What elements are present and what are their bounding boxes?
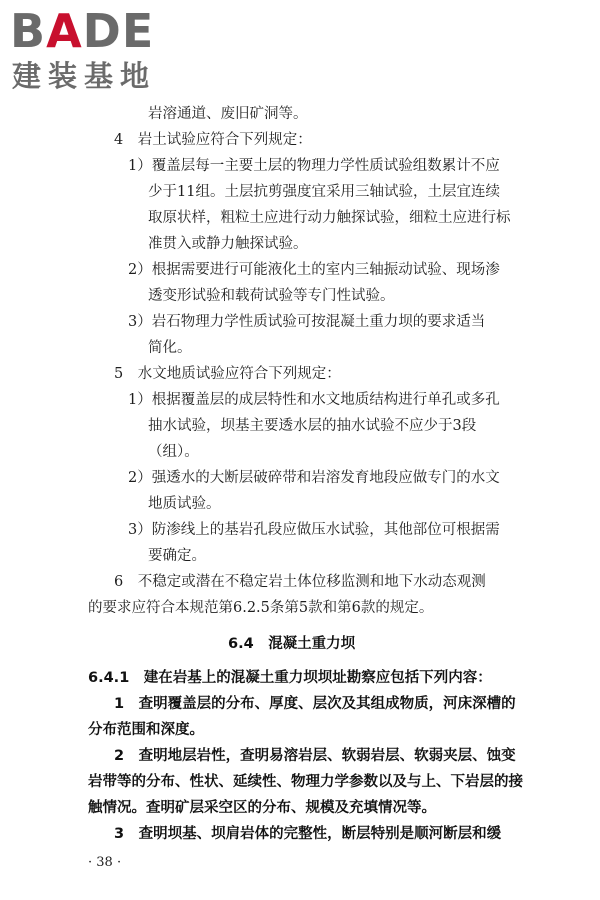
logo-letters-1: B xyxy=(10,4,47,58)
logo-letter-highlight: A xyxy=(46,4,83,58)
text-line: 2）强透水的大断层破碎带和岩溶发育地段应做专门的水文 xyxy=(128,470,500,486)
text-line: 取原状样，粗粒土应进行动力触探试验，细粒土应进行标 xyxy=(148,210,511,226)
text-line: 3）防渗线上的基岩孔段应做压水试验，其他部位可根据需 xyxy=(128,522,500,538)
logo xyxy=(8,6,198,96)
clause-number: 6.4.1 xyxy=(88,670,130,686)
text-line: 6 不稳定或潜在不稳定岩土体位移监测和地下水动态观测 xyxy=(114,574,486,590)
text-line: 抽水试验，坝基主要透水层的抽水试验不应少于3段 xyxy=(148,418,477,434)
logo-latin-text xyxy=(10,6,154,56)
text-line: 岩溶通道、废旧矿洞等。 xyxy=(148,106,308,122)
bold-text-line: 岩带等的分布、性状、延续性、物理力学参数以及与上、下岩层的接 xyxy=(88,774,523,790)
bold-text-line: 触情况。查明矿层采空区的分布、规模及充填情况等。 xyxy=(88,800,436,816)
text-line: （组）。 xyxy=(148,444,199,460)
text-line: 准贯入或静力触探试验。 xyxy=(148,236,308,252)
item-heading: 5 水文地质试验应符合下列规定： xyxy=(114,366,341,382)
bold-text-line: 1 查明覆盖层的分布、厚度、层次及其组成物质，河床深槽的 xyxy=(114,696,516,712)
logo-letters-2: DE xyxy=(82,4,155,58)
text-line: 3）岩石物理力学性质试验可按混凝土重力坝的要求适当 xyxy=(128,314,486,330)
logo-chinese-text: 建装基地 xyxy=(12,59,157,93)
section-title: 混凝土重力坝 xyxy=(268,636,356,652)
text-line: 1）覆盖层每一主要土层的物理力学性质试验组数累计不应 xyxy=(128,158,500,174)
clause-text: 建在岩基上的混凝土重力坝坝址勘察应包括下列内容： xyxy=(143,670,492,686)
bold-text-line: 分布范围和深度。 xyxy=(88,722,204,738)
clause-line xyxy=(88,668,492,688)
text-line: 地质试验。 xyxy=(148,496,221,512)
text-line: 少于11组。土层抗剪强度宜采用三轴试验，土层宜连续 xyxy=(148,184,500,200)
page-number: · 38 · xyxy=(88,855,122,870)
item-heading: 4 岩土试验应符合下列规定： xyxy=(114,132,312,148)
bold-text-line: 3 查明坝基、坝肩岩体的完整性，断层特别是顺河断层和缓 xyxy=(114,826,502,842)
section-number: 6.4 xyxy=(228,636,254,652)
text-line: 2）根据需要进行可能液化土的室内三轴振动试验、现场渗 xyxy=(128,262,500,278)
text-line: 1）根据覆盖层的成层特性和水文地质结构进行单孔或多孔 xyxy=(128,392,500,408)
text-line: 简化。 xyxy=(148,340,192,356)
bold-text-line: 2 查明地层岩性，查明易溶岩层、软弱岩层、软弱夹层、蚀变 xyxy=(114,748,516,764)
text-line: 的要求应符合本规范第6.2.5条第5款和第6款的规定。 xyxy=(88,600,434,616)
text-line: 透变形试验和载荷试验等专门性试验。 xyxy=(148,288,395,304)
text-line: 要确定。 xyxy=(148,548,206,564)
section-heading xyxy=(228,634,355,654)
